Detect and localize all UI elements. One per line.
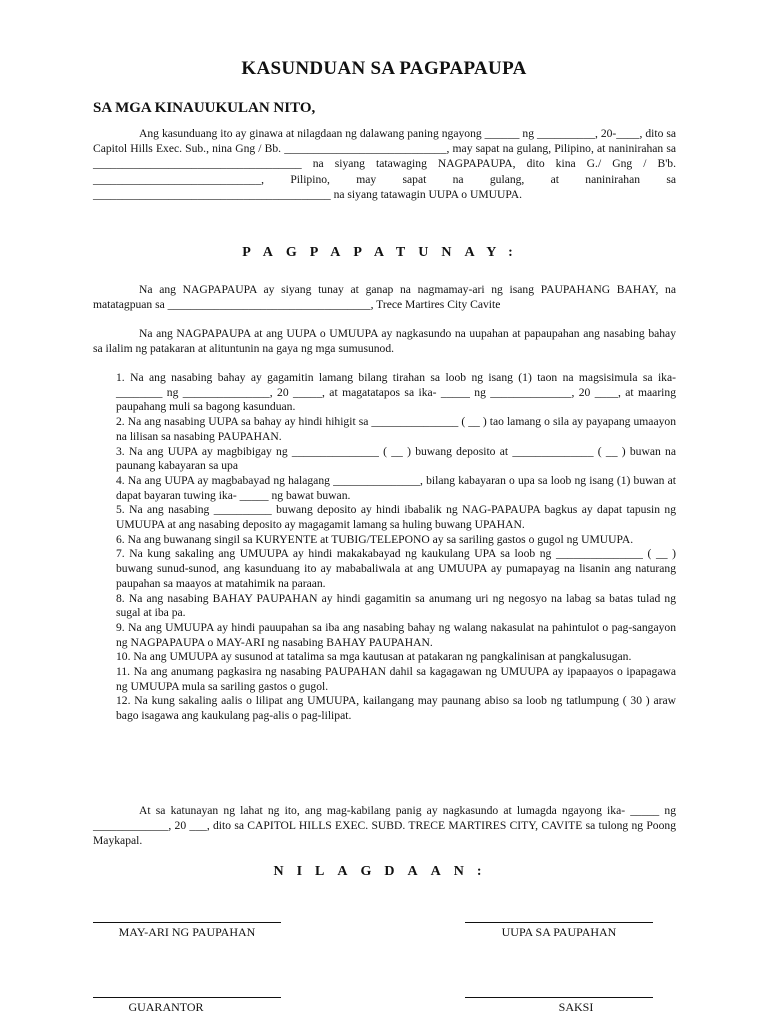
signature-heading: NILAGDAAN: xyxy=(273,864,495,879)
section-heading: PAGPAPATUNAY: xyxy=(242,245,526,260)
list-item: 12. Na kung sakaling aalis o lilipat ang UMUUPA, kailangang may paunang abiso sa loob ng tatlumpung ( 30 ) araw bago isagawa ang kaukulang pag-alis o pag-lilipat. xyxy=(116,694,676,723)
list-item: 7. Na kung sakaling ang UMUUPA ay hindi makakabayad ng kaukulang UPA sa loob ng _______________ ( __ ) buwang sunud-sunod, ang kasunduang ito ay mababaliwala at ang UMUUPA ay pumapayag na lisanin ang naturang paupahan sa maayos at matahimik na paraan. xyxy=(116,547,676,590)
closing-paragraph: At sa katunayan ng lahat ng ito, ang mag-kabilang panig ay nagkasundo at lumagda ngayong ika- _____ ng _____________, 20 ___, dito sa CAPITOL HILLS EXEC. SUBD. TRECE MARTIRES CITY, CAVITE sa tulong ng Poong Maykapal. xyxy=(93,804,676,848)
list-item: 1. Na ang nasabing bahay ay gagamitin lamang bilang tirahan sa loob ng isang (1) taon na magsisimula sa ika- ________ ng _______________, 20 _____, at magatatapos sa ika- _____ ng ______________, 20 ____, at maaring paupahang muli sa bagong kasunduan. xyxy=(116,371,676,414)
list-item: 5. Na ang nasabing __________ buwang deposito ay hindi ibabalik ng NAG-PAPAUPA bagkus ay dapat tapusin ng UMUUPA at ang nasabing deposito ay magagamit lamang sa huling buwang UPAHAN. xyxy=(116,503,676,532)
list-item: 10. Na ang UMUUPA ay susunod at tatalima sa mga kautusan at patakaran ng pangkalinisan at pangkalusugan. xyxy=(116,650,632,664)
agreement-paragraph: Na ang NAGPAPAUPA at ang UUPA o UMUUPA ay nagkasundo na uupahan at papaupahan ang nasabing bahay sa ilalim ng patakaran at alituntunin na gaya ng mga sumusunod. xyxy=(93,327,676,356)
tenant-signature-label: UUPA SA PAUPAHAN xyxy=(501,925,617,939)
owner-signature-label: MAY-ARI NG PAUPAHAN xyxy=(118,925,256,939)
list-item: 6. Na ang buwanang singil sa KURYENTE at TUBIG/TELEPONO ay sa sariling gastos o gugol ng UMUUPA. xyxy=(116,532,634,546)
ownership-paragraph: Na ang NAGPAPAUPA ay siyang tunay at ganap na nagmamay-ari ng isang PAUPAHANG BAHAY, na matatagpuan sa ___________________________________, Trece Martires City Cavite xyxy=(93,283,676,312)
witness-signature-line xyxy=(465,997,653,998)
list-item: 11. Na ang anumang pagkasira ng nasabing PAUPAHAN dahil sa kagagawan ng UMUUPA ay ipapaayos o ipapagawa ng UMUUPA mula sa sariling gastos o gugol. xyxy=(116,665,676,693)
terms-list xyxy=(116,371,676,724)
tenant-signature-line xyxy=(465,922,653,923)
document-title: KASUNDUAN SA PAGPAPAUPA xyxy=(241,58,527,79)
guarantor-signature-line xyxy=(93,997,281,998)
intro-paragraph: Ang kasunduang ito ay ginawa at nilagdaan ng dalawang paning ngayong ______ ng __________, 20-____, dito sa Capitol Hills Exec. Sub., nina Gng / Bb. ____________________________, may sapat na gulang, Pilipino, at naninirahan sa ____________________________________ na siyang tatawaging NAGPAPAUPA, dito kina G./ Gng / B'b. _____________________________, Pilipino, may sapat na gulang, at naninirahan sa _________________________________________ na siyang tatawagin UUPA o UMUUPA. xyxy=(93,127,676,201)
list-item: 9. Na ang UMUUPA ay hindi pauupahan sa iba ang nasabing bahay ng walang nakasulat na pahintulot o pag-sangayon ng NAGPAPAUPA o MAY-ARI ng nasabing BAHAY PAUPAHAN. xyxy=(116,620,676,649)
list-item: 8. Na ang nasabing BAHAY PAUPAHAN ay hindi gagamitin sa anumang uri ng negosyo na labag sa batas tulad ng sugal at iba pa. xyxy=(116,591,676,620)
list-item: 3. Na ang UUPA ay magbibigay ng _______________ ( __ ) buwang deposito at ______________ ( __ ) buwan na paunang kabayaran sa upa xyxy=(116,444,676,473)
owner-signature-line xyxy=(93,922,281,923)
salutation: SA MGA KINAUUKULAN NITO, xyxy=(93,100,316,116)
witness-signature-label: SAKSI xyxy=(558,1000,594,1014)
guarantor-signature-label: GUARANTOR xyxy=(128,1000,204,1014)
list-item: 2. Na ang nasabing UUPA sa bahay ay hindi hihigit sa _______________ ( __ ) tao lamang o sila ay payapang umaayon na lilisan sa nasabing PAUPAHAN. xyxy=(116,415,676,443)
list-item: 4. Na ang UUPA ay magbabayad ng halagang _______________, bilang kabayaran o upa sa loob ng isang (1) buwan at dapat bayaran tuwing ika- _____ ng bawat buwan. xyxy=(116,473,676,502)
